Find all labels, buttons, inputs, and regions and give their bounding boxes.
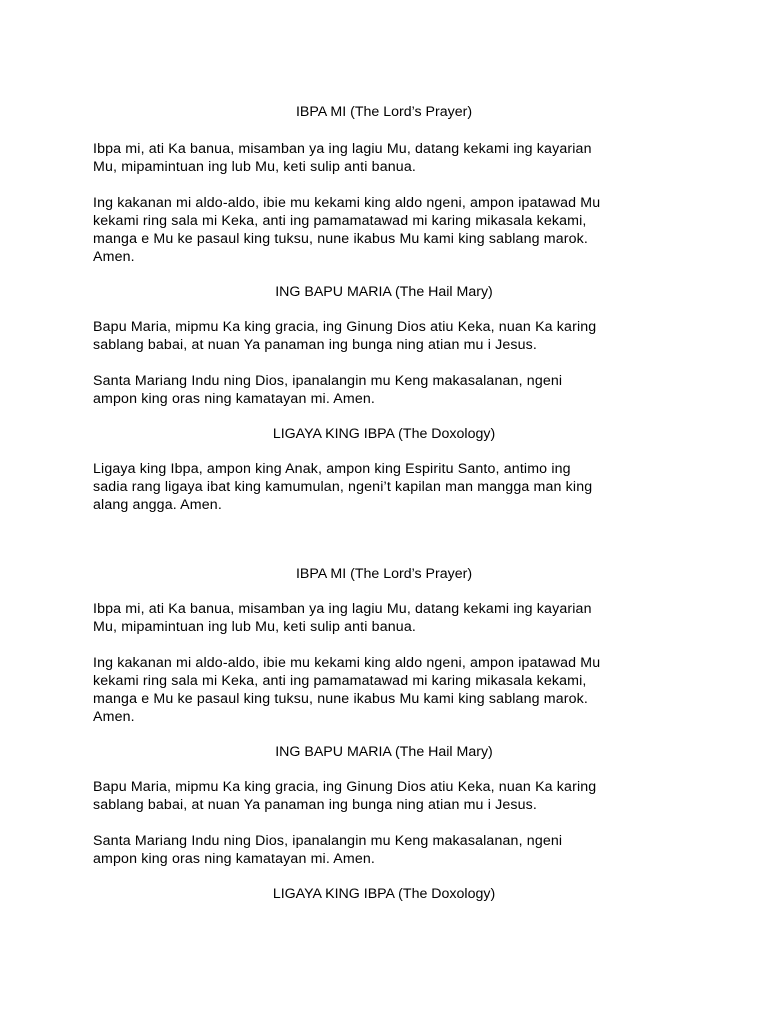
hail-mary-line: sablang babai, at nuan Ya panaman ing bunga ning atian mu i Jesus. [93, 797, 537, 813]
doxology-title: LIGAYA KING IBPA (The Doxology) [272, 426, 496, 442]
lords-prayer-line: manga e Mu ke pasaul king tuksu, nune ikabus Mu kami king sablang marok. [93, 231, 589, 247]
lords-prayer-line: Ibpa mi, ati Ka banua, misamban ya ing lagiu Mu, datang kekami ing kayarian [93, 601, 592, 617]
hail-mary-line: Bapu Maria, mipmu Ka king gracia, ing Ginung Dios atiu Keka, nuan Ka karing [93, 779, 597, 795]
doxology-title: LIGAYA KING IBPA (The Doxology) [272, 886, 496, 902]
hail-mary-line: Santa Mariang Indu ning Dios, ipanalangin mu Keng makasalanan, ngeni [93, 833, 563, 849]
lords-prayer-line: Ing kakanan mi aldo-aldo, ibie mu kekami king aldo ngeni, ampon ipatawad Mu [93, 655, 601, 671]
lords-prayer-title: IBPA MI (The Lord’s Prayer) [295, 566, 473, 582]
lords-prayer-line: Amen. [93, 709, 135, 725]
lords-prayer-line: Amen. [93, 249, 135, 265]
doxology-line: alang angga. Amen. [93, 497, 222, 513]
lords-prayer-line: kekami ring sala mi Keka, anti ing pamamatawad mi karing mikasala kekami, [93, 213, 587, 229]
hail-mary-line: ampon king oras ning kamatayan mi. Amen. [93, 391, 376, 407]
lords-prayer-title: IBPA MI (The Lord’s Prayer) [295, 104, 473, 120]
hail-mary-line: sablang babai, at nuan Ya panaman ing bunga ning atian mu i Jesus. [93, 337, 537, 353]
lords-prayer-line: Mu, mipamintuan ing lub Mu, keti sulip anti banua. [93, 619, 416, 635]
lords-prayer-line: Ing kakanan mi aldo-aldo, ibie mu kekami king aldo ngeni, ampon ipatawad Mu [93, 195, 601, 211]
lords-prayer-line: manga e Mu ke pasaul king tuksu, nune ikabus Mu kami king sablang marok. [93, 691, 589, 707]
doxology-line: Ligaya king Ibpa, ampon king Anak, ampon king Espiritu Santo, antimo ing [93, 461, 571, 477]
hail-mary-line: Bapu Maria, mipmu Ka king gracia, ing Ginung Dios atiu Keka, nuan Ka karing [93, 319, 597, 335]
lords-prayer-line: Mu, mipamintuan ing lub Mu, keti sulip anti banua. [93, 159, 416, 175]
lords-prayer-line: Ibpa mi, ati Ka banua, misamban ya ing lagiu Mu, datang kekami ing kayarian [93, 141, 592, 157]
hail-mary-title: ING BAPU MARIA (The Hail Mary) [275, 284, 493, 300]
lords-prayer-line: kekami ring sala mi Keka, anti ing pamamatawad mi karing mikasala kekami, [93, 673, 587, 689]
hail-mary-title: ING BAPU MARIA (The Hail Mary) [275, 744, 493, 760]
hail-mary-line: Santa Mariang Indu ning Dios, ipanalangin mu Keng makasalanan, ngeni [93, 373, 563, 389]
doxology-line: sadia rang ligaya ibat king kamumulan, ngeni’t kapilan man mangga man king [93, 479, 593, 495]
hail-mary-line: ampon king oras ning kamatayan mi. Amen. [93, 851, 376, 867]
